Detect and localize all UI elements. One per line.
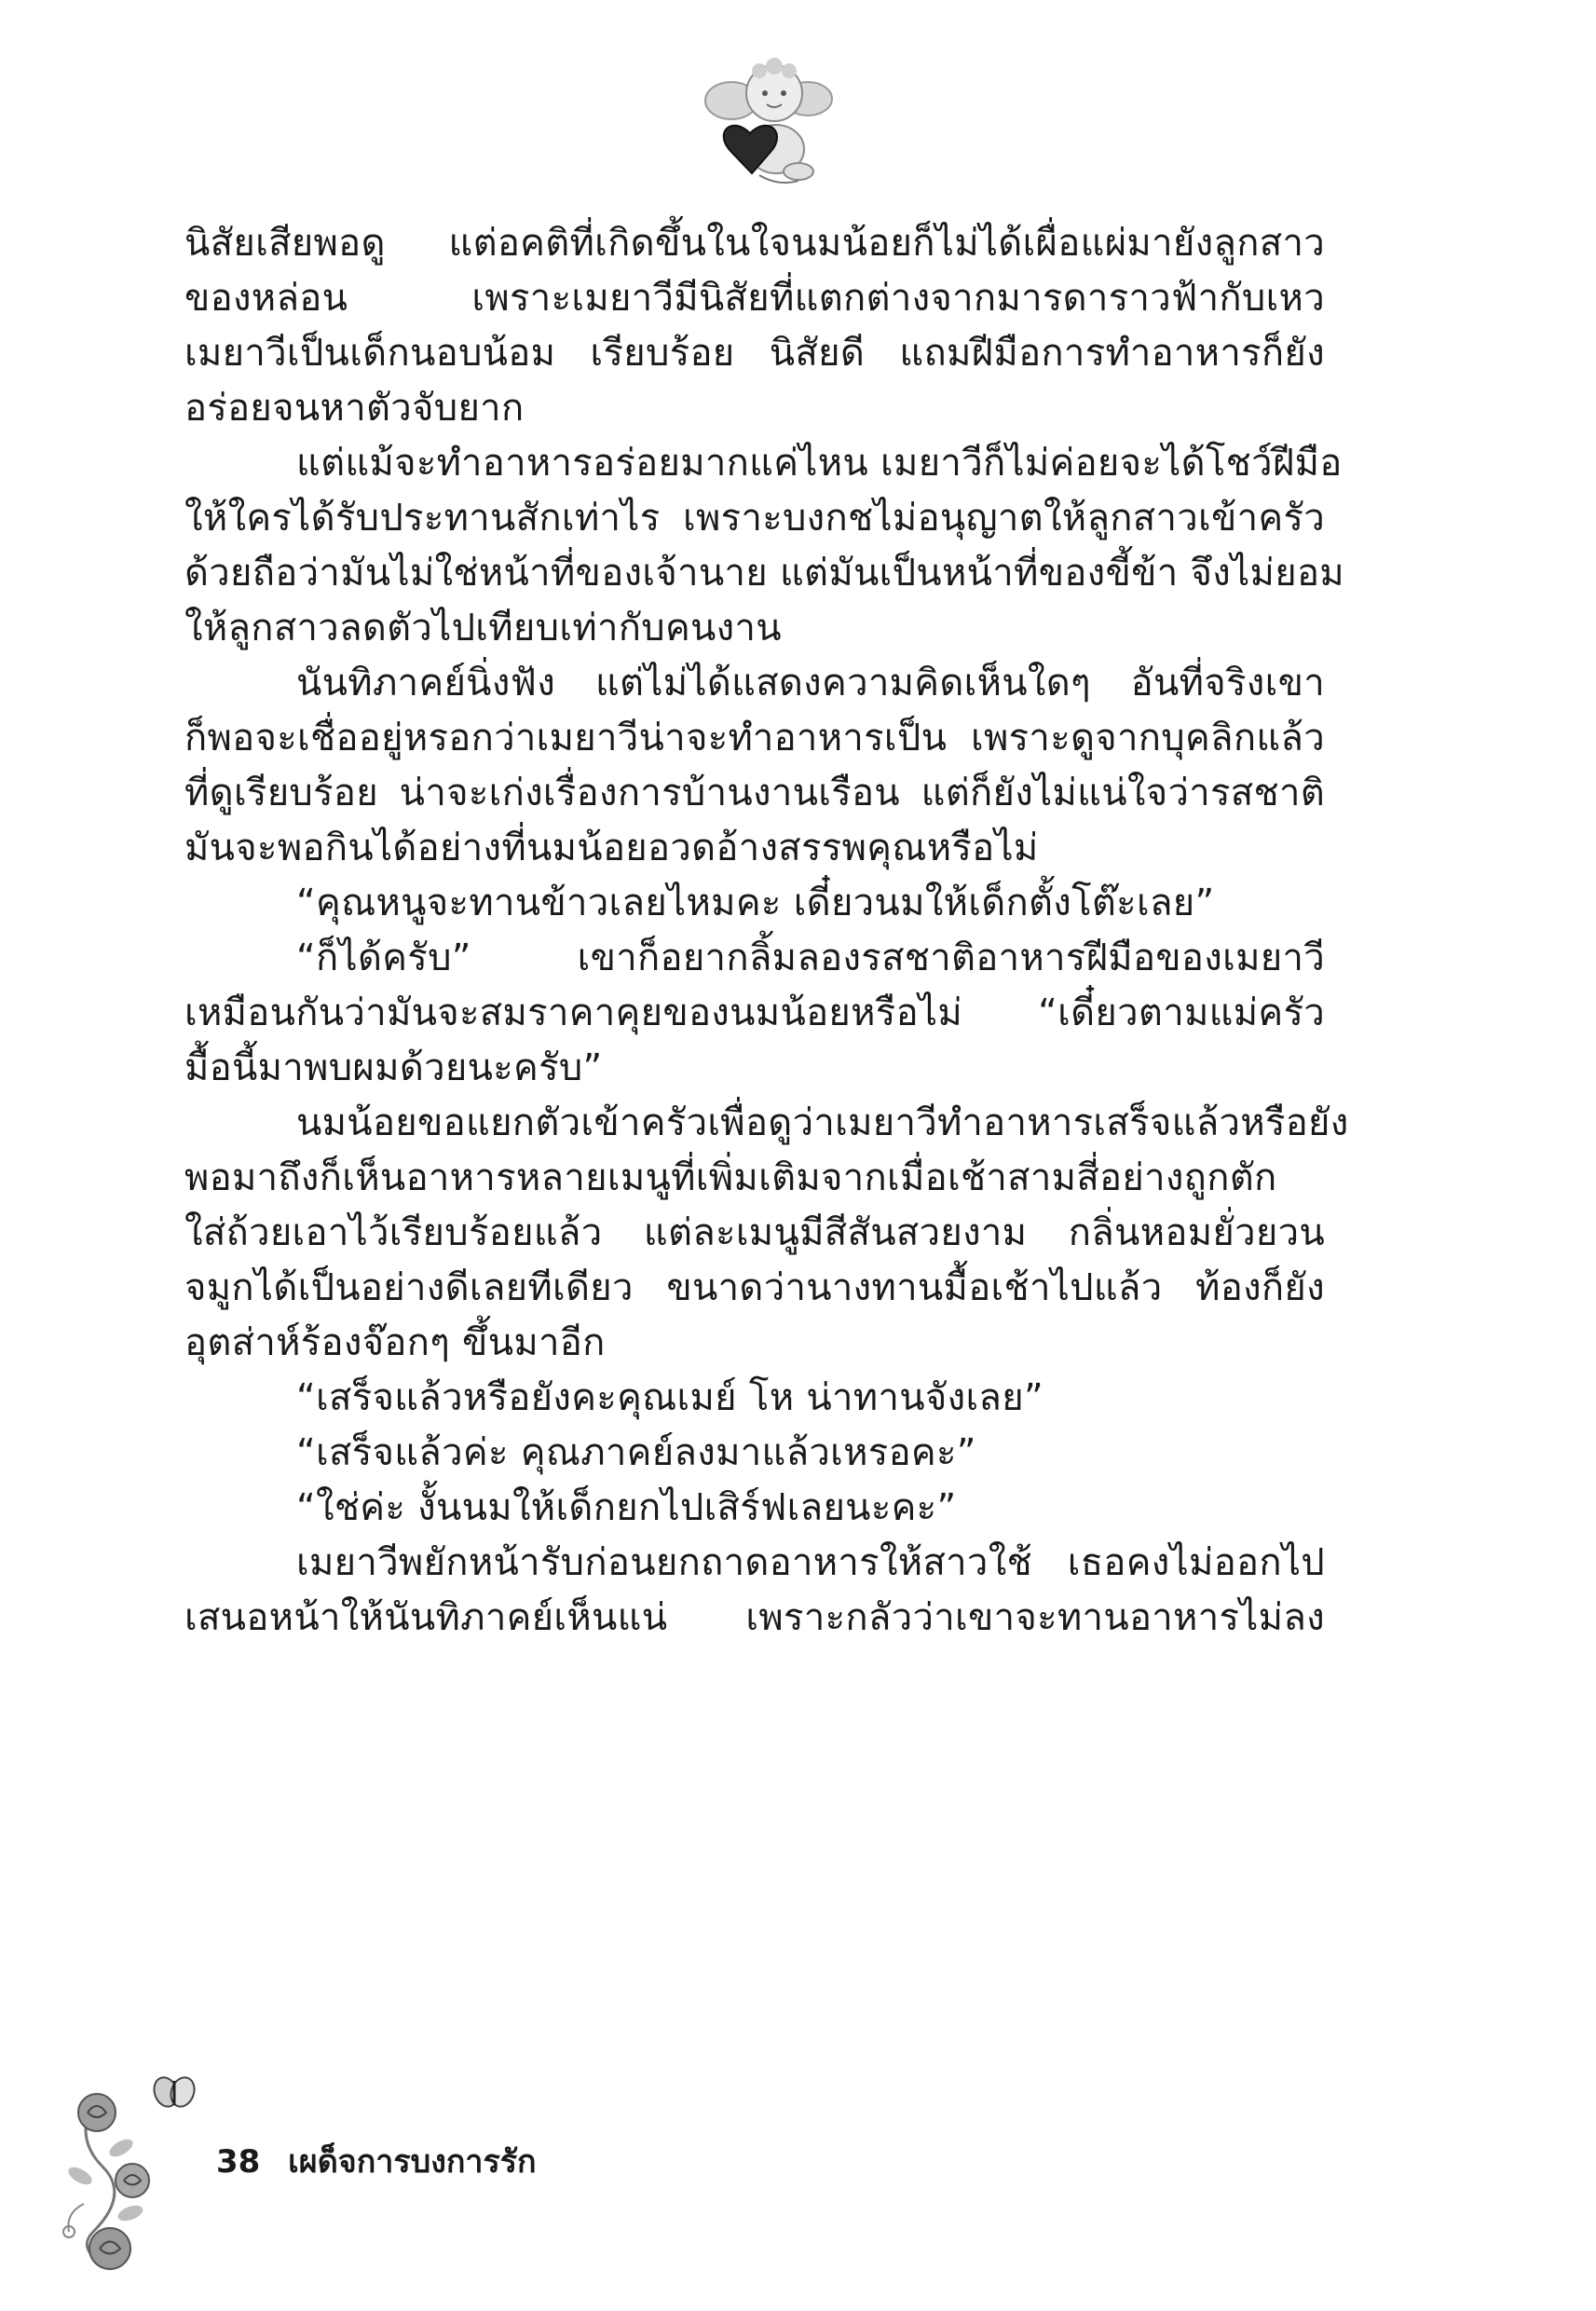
body-text	[184, 216, 1349, 1646]
text-line: “ก็ได้ครับ” เขาก็อยากลิ้มลองรสชาติอาหารฝีมือของเมยาวี	[296, 937, 1325, 979]
text-line: นมน้อยขอแยกตัวเข้าครัวเพื่อดูว่าเมยาวีทำอาหารเสร็จแล้วหรือยัง	[296, 1101, 1349, 1144]
text-line: “เสร็จแล้วหรือยังคะคุณเมย์ โห น่าทานจังเลย”	[296, 1376, 1044, 1419]
text-line: เหมือนกันว่ามันจะสมราคาคุยของนมน้อยหรือไม่ “เดี๋ยวตามแม่ครัว	[184, 991, 1325, 1034]
text-line: มันจะพอกินได้อย่างที่นมน้อยอวดอ้างสรรพคุณหรือไม่	[184, 827, 1039, 869]
text-line: อร่อยจนหาตัวจับยาก	[184, 387, 525, 430]
page-footer	[216, 2136, 537, 2186]
text-line: นิสัยเสียพอดู แต่อคติที่เกิดขึ้นในใจนมน้อยก็ไม่ได้เผื่อแผ่มายังลูกสาว	[184, 222, 1325, 265]
text-line: มื้อนี้มาพบผมด้วยนะครับ”	[184, 1046, 603, 1089]
rose-butterfly-icon	[56, 2064, 224, 2278]
text-line: ด้วยถือว่ามันไม่ใช่หน้าที่ของเจ้านาย แต่มันเป็นหน้าที่ของขี้ข้า จึงไม่ยอม	[184, 552, 1344, 595]
text-line: เมยาวีพยักหน้ารับก่อนยกถาดอาหารให้สาวใช้ เธอคงไม่ออกไป	[296, 1541, 1325, 1584]
text-line: ให้ลูกสาวลดตัวไปเทียบเท่ากับคนงาน	[184, 607, 782, 650]
text-line: “ใช่ค่ะ งั้นนมให้เด็กยกไปเสิร์ฟเลยนะคะ”	[296, 1486, 957, 1529]
text-line: “เสร็จแล้วค่ะ คุณภาคย์ลงมาแล้วเหรอคะ”	[296, 1431, 976, 1474]
text-line: ของหล่อน เพราะเมยาวีมีนิสัยที่แตกต่างจากมารดาราวฟ้ากับเหว	[184, 277, 1325, 320]
text-line: ที่ดูเรียบร้อย น่าจะเก่งเรื่องการบ้านงานเรือน แต่ก็ยังไม่แน่ใจว่ารสชาติ	[184, 772, 1325, 814]
text-line: “คุณหนูจะทานข้าวเลยไหมคะ เดี๋ยวนมให้เด็กตั้งโต๊ะเลย”	[296, 882, 1215, 924]
book-title: เผด็จการบงการรัก	[288, 2143, 537, 2181]
text-line: อุตส่าห์ร้องจ๊อกๆ ขึ้นมาอีก	[184, 1321, 606, 1364]
text-line: ก็พอจะเชื่ออยู่หรอกว่าเมยาวีน่าจะทำอาหารเป็น เพราะดูจากบุคลิกแล้ว	[184, 717, 1325, 759]
text-line: จมูกได้เป็นอย่างดีเลยทีเดียว ขนาดว่านางทานมื้อเช้าไปแล้ว ท้องก็ยัง	[184, 1266, 1325, 1309]
cherub-heart-icon	[694, 45, 843, 194]
text-line: เสนอหน้าให้นันทิภาคย์เห็นแน่ เพราะกลัวว่าเขาจะทานอาหารไม่ลง	[184, 1596, 1325, 1639]
text-line: ใส่ถ้วยเอาไว้เรียบร้อยแล้ว แต่ละเมนูมีสีสันสวยงาม กลิ่นหอมยั่วยวน	[184, 1211, 1325, 1254]
text-line: แต่แม้จะทำอาหารอร่อยมากแค่ไหน เมยาวีก็ไม่ค่อยจะได้โชว์ฝีมือ	[296, 442, 1343, 485]
text-line: นันทิภาคย์นิ่งฟัง แต่ไม่ได้แสดงความคิดเห็นใดๆ อันที่จริงเขา	[296, 662, 1325, 704]
page-number: 38	[216, 2143, 261, 2181]
text-line: พอมาถึงก็เห็นอาหารหลายเมนูที่เพิ่มเติมจากเมื่อเช้าสามสี่อย่างถูกตัก	[184, 1156, 1277, 1199]
text-line: เมยาวีเป็นเด็กนอบน้อม เรียบร้อย นิสัยดี แถมฝีมือการทำอาหารก็ยัง	[184, 332, 1325, 375]
text-line: ให้ใครได้รับประทานสักเท่าไร เพราะบงกชไม่อนุญาตให้ลูกสาวเข้าครัว	[184, 497, 1325, 540]
